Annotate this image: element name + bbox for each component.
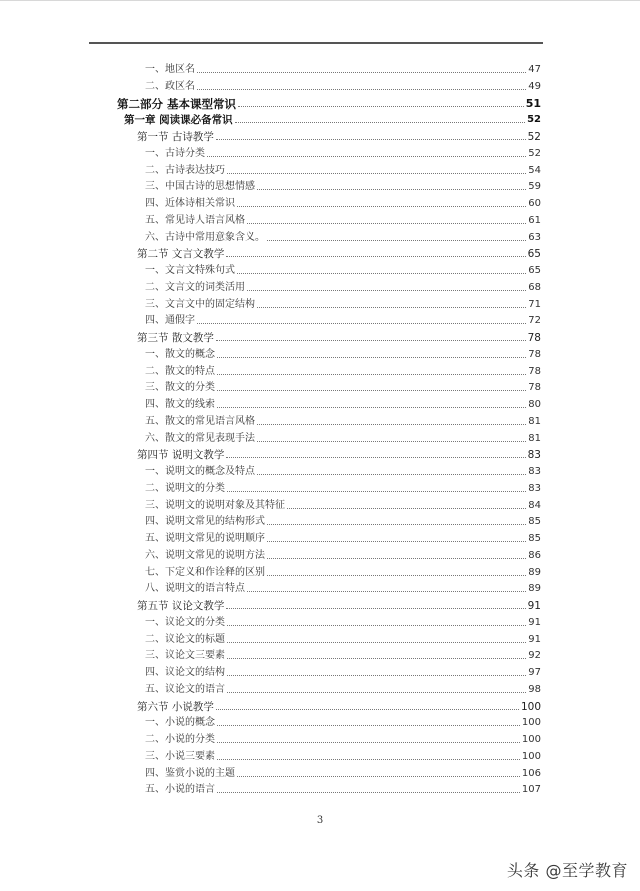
header-rule: [89, 42, 543, 44]
toc-entry-title: 二、文言文的词类活用: [145, 281, 245, 293]
toc-dot-leader: [267, 540, 526, 542]
toc-entry-title: 四、散文的线索: [145, 399, 215, 410]
toc-entry: [137, 697, 541, 713]
toc-entry: [145, 194, 541, 210]
toc-dot-leader: [226, 456, 525, 458]
toc-dot-leader: [267, 523, 526, 525]
toc-dot-leader: [197, 322, 526, 324]
toc-dot-leader: [247, 590, 526, 592]
toc-dot-leader: [237, 205, 526, 207]
toc-entry-title: 一、散文的概念: [145, 348, 215, 360]
toc-entry: [145, 261, 541, 277]
toc-dot-leader: [217, 406, 526, 408]
toc-dot-leader: [287, 507, 526, 509]
toc-entry: [145, 780, 541, 796]
toc-entry-title: 第二节 文言文教学: [137, 248, 225, 261]
toc-entry-page: 100: [521, 750, 541, 762]
toc-entry: [145, 730, 541, 746]
toc-entry: [145, 579, 541, 595]
toc-entry-title: 四、议论文的结构: [145, 667, 225, 678]
toc-dot-leader: [257, 440, 526, 442]
toc-entry: [145, 311, 541, 327]
toc-entry-title: 第二部分 基本课型常识: [117, 96, 237, 111]
toc-entry: [145, 512, 541, 528]
toc-entry-page: 100: [521, 717, 541, 729]
toc-entry-page: 51: [525, 96, 541, 110]
toc-entry: [145, 228, 541, 244]
toc-entry-page: 52: [528, 147, 541, 159]
toc-entry-page: 100: [521, 734, 541, 745]
toc-dot-leader: [227, 674, 526, 676]
toc-dot-leader: [267, 574, 526, 576]
toc-entry-title: 五、散文的常见语言风格: [145, 415, 255, 427]
toc-dot-leader: [197, 71, 526, 73]
toc-entry: [145, 747, 541, 763]
toc-dot-leader: [247, 222, 526, 224]
toc-entry-page: 60: [528, 198, 541, 209]
toc-entry-title: 一、小说的概念: [145, 717, 215, 729]
toc-entry-page: 78: [528, 365, 541, 377]
toc-entry: [145, 161, 541, 177]
toc-dot-leader: [226, 255, 525, 257]
toc-entry-title: 第三节 散文教学: [137, 332, 214, 344]
toc-entry-page: 81: [528, 415, 541, 427]
toc-entry-page: 68: [528, 281, 541, 293]
toc-entry-title: 四、鉴赏小说的主题: [145, 767, 235, 779]
toc-entry-page: 89: [528, 583, 541, 595]
toc-entry-page: 81: [528, 432, 541, 444]
toc-entry-page: 71: [528, 298, 541, 310]
toc-entry-page: 86: [528, 549, 541, 561]
toc-dot-leader: [267, 557, 526, 559]
toc-entry: [145, 378, 541, 394]
toc-dot-leader: [238, 105, 524, 107]
toc-entry-page: 107: [521, 784, 541, 796]
toc-entry-title: 一、说明文的概念及特点: [145, 466, 255, 477]
toc-entry-title: 六、散文的常见表现手法: [145, 432, 255, 444]
toc-entry: [137, 596, 541, 612]
toc-entry-page: 63: [528, 231, 541, 243]
toc-entry-page: 47: [528, 64, 541, 75]
toc-dot-leader: [217, 758, 520, 760]
toc-dot-leader: [267, 239, 526, 241]
page-number: 3: [316, 815, 324, 826]
toc-entry-title: 二、政区名: [145, 80, 195, 92]
toc-entry: [137, 328, 541, 344]
toc-entry: [137, 445, 541, 461]
toc-entry: [145, 479, 541, 495]
toc-entry-title: 五、常见诗人语言风格: [145, 214, 245, 226]
toc-entry-title: 三、中国古诗的思想情感: [145, 181, 255, 193]
toc-dot-leader: [247, 289, 526, 291]
toc-dot-leader: [257, 473, 526, 475]
toc-entry: [145, 630, 541, 646]
toc-entry-page: 65: [527, 248, 541, 261]
toc-entry-title: 四、通假字: [145, 315, 195, 327]
toc-entry: [145, 395, 541, 411]
toc-entry-page: 91: [527, 600, 541, 612]
toc-entry: [124, 110, 541, 126]
toc-dot-leader: [216, 708, 519, 710]
toc-entry: [145, 496, 541, 512]
toc-dot-leader: [216, 339, 526, 341]
toc-dot-leader: [227, 641, 526, 643]
toc-entry-page: 92: [528, 650, 541, 662]
toc-entry-page: 85: [528, 533, 541, 544]
toc-entry-page: 98: [528, 683, 541, 695]
toc-entry-title: 二、说明文的分类: [145, 482, 225, 494]
toc-entry-title: 二、古诗表达技巧: [145, 164, 225, 176]
toc-dot-leader: [217, 389, 526, 391]
toc-entry-page: 91: [528, 616, 541, 628]
toc-entry-title: 第一节 古诗教学: [137, 131, 214, 143]
toc-dot-leader: [216, 138, 526, 140]
toc-entry-title: 三、散文的分类: [145, 382, 215, 394]
toc-entry-title: 二、小说的分类: [145, 734, 215, 745]
toc-entry: [145, 713, 541, 729]
page-top-border: [0, 0, 640, 1]
toc-dot-leader: [207, 155, 526, 157]
toc-entry: [137, 127, 541, 143]
toc-dot-leader: [235, 121, 525, 123]
toc-entry: [145, 278, 541, 294]
toc-entry-page: 52: [527, 131, 541, 143]
toc-entry-page: 72: [528, 315, 541, 327]
toc-entry: [145, 429, 541, 445]
toc-entry-page: 54: [528, 164, 541, 176]
toc-dot-leader: [237, 775, 520, 777]
toc-entry: [145, 680, 541, 696]
toc-dot-leader: [226, 607, 525, 609]
toc-dot-leader: [257, 423, 526, 425]
toc-entry: [145, 462, 541, 478]
toc-entry-title: 一、地区名: [145, 64, 195, 75]
toc-entry-title: 四、近体诗相关常识: [145, 198, 235, 209]
toc-entry-title: 二、散文的特点: [145, 365, 215, 377]
toc-entry-page: 78: [528, 348, 541, 360]
toc-entry: [117, 94, 541, 110]
toc-entry-title: 一、古诗分类: [145, 147, 205, 159]
toc-entry-title: 第五节 议论文教学: [137, 600, 225, 612]
toc-entry: [145, 613, 541, 629]
toc-entry: [145, 563, 541, 579]
toc-entry-page: 78: [528, 382, 541, 394]
toc-entry-title: 第四节 说明文教学: [137, 449, 225, 462]
toc-dot-leader: [217, 791, 520, 793]
toc-entry-title: 一、议论文的分类: [145, 616, 225, 628]
toc-dot-leader: [217, 356, 526, 358]
toc-entry-page: 97: [528, 667, 541, 678]
toc-entry-page: 78: [527, 332, 541, 344]
toc-entry-title: 三、文言文中的固定结构: [145, 298, 255, 310]
toc-entry-page: 100: [520, 700, 541, 713]
toc-entry-title: 三、小说三要素: [145, 750, 215, 762]
toc-entry-page: 59: [528, 181, 541, 193]
toc-entry-page: 80: [528, 399, 541, 410]
toc-entry-page: 52: [527, 114, 541, 126]
toc-entry-title: 五、议论文的语言: [145, 683, 225, 695]
toc-dot-leader: [237, 272, 526, 274]
toc-entry-page: 91: [528, 633, 541, 645]
toc-entry: [145, 295, 541, 311]
toc-entry-title: 第六节 小说教学: [137, 700, 214, 713]
toc-entry-title: 三、说明文的说明对象及其特征: [145, 499, 285, 511]
toc-dot-leader: [217, 724, 520, 726]
toc-entry: [145, 546, 541, 562]
toc-entry-page: 65: [528, 265, 541, 276]
toc-dot-leader: [257, 188, 526, 190]
toc-entry-title: 四、说明文常见的结构形式: [145, 516, 265, 528]
toc-entry: [145, 529, 541, 545]
toc-entry-title: 六、古诗中常用意象含义。: [145, 231, 265, 243]
toc-entry: [145, 177, 541, 193]
toc-entry-title: 七、下定义和作诠释的区别: [145, 566, 265, 578]
toc-entry: [145, 663, 541, 679]
toc-dot-leader: [227, 490, 526, 492]
toc-entry-title: 五、小说的语言: [145, 784, 215, 796]
toc-entry-page: 49: [528, 80, 541, 92]
toc-dot-leader: [197, 88, 526, 90]
toc-entry-title: 六、说明文常见的说明方法: [145, 549, 265, 561]
toc-entry-page: 106: [521, 767, 541, 779]
toc-entry-title: 八、说明文的语言特点: [145, 583, 245, 595]
toc-entry-page: 85: [528, 516, 541, 528]
watermark: 头条 @至学教育: [506, 861, 628, 880]
toc-dot-leader: [227, 691, 526, 693]
toc-entry-title: 五、说明文常见的说明顺序: [145, 533, 265, 544]
toc-entry-title: 一、文言文特殊句式: [145, 265, 235, 276]
toc-entry: [145, 412, 541, 428]
toc-dot-leader: [227, 172, 526, 174]
toc-entry-page: 83: [528, 482, 541, 494]
toc-entry: [145, 362, 541, 378]
toc-dot-leader: [227, 624, 526, 626]
toc-entry: [145, 77, 541, 93]
toc-entry-page: 84: [528, 499, 541, 511]
toc-entry: [137, 244, 541, 260]
toc-entry-title: 三、议论文三要素: [145, 650, 225, 662]
toc-entry: [145, 60, 541, 76]
toc-dot-leader: [257, 306, 526, 308]
toc-entry-page: 61: [528, 214, 541, 226]
toc-entry-page: 89: [528, 566, 541, 578]
toc-entry-page: 83: [527, 449, 541, 462]
toc-entry: [145, 345, 541, 361]
toc-dot-leader: [217, 373, 526, 375]
toc-entry: [145, 764, 541, 780]
toc-entry: [145, 144, 541, 160]
toc-dot-leader: [227, 657, 526, 659]
toc-entry-title: 第一章 阅读课必备常识: [124, 114, 233, 127]
toc-entry-title: 二、议论文的标题: [145, 633, 225, 645]
toc-entry-page: 83: [528, 466, 541, 477]
toc-dot-leader: [217, 741, 520, 743]
toc-entry: [145, 211, 541, 227]
toc-entry: [145, 646, 541, 662]
